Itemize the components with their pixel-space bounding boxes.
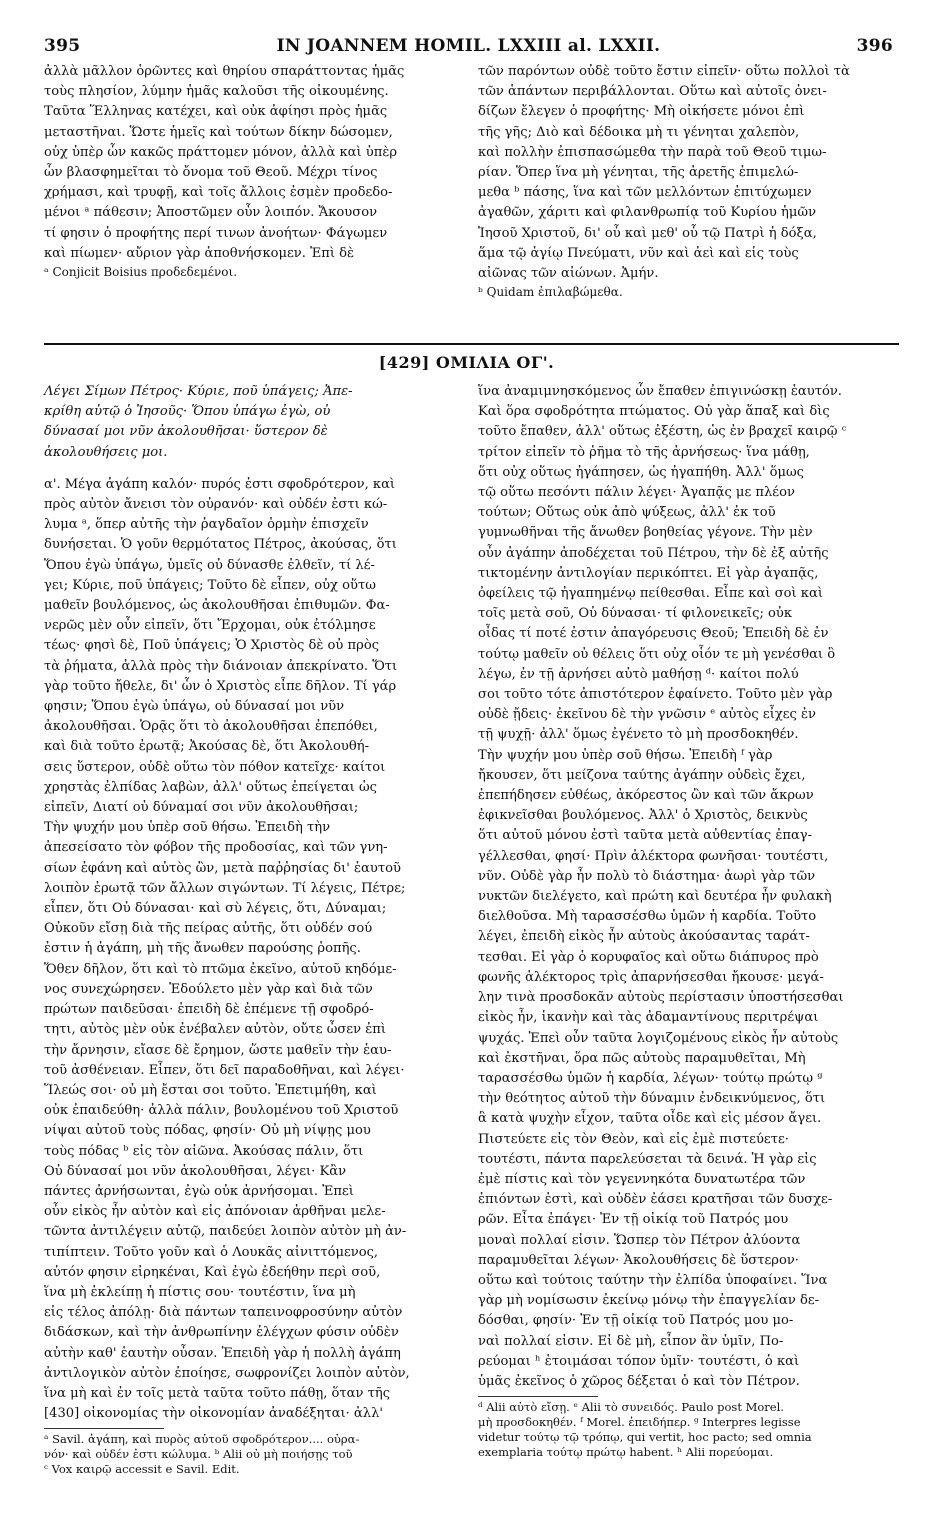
top-left-text bbox=[44, 62, 466, 264]
text-line: νῦν. Οὐδὲ γὰρ ἦν πολὺ τὸ διάστημα· ἀωρὶ γὰρ τῶν bbox=[478, 868, 816, 884]
text-line: νίψαι αὐτοῦ τοὺς πόδας, φησίν· Οὐ μὴ νίψῃς μου bbox=[44, 1123, 371, 1139]
top-right-column bbox=[478, 62, 900, 300]
text-line: οὐδὲ ᾔδεις· ἐκεῖνου δὲ τὴν γνῶσιν ᵉ αὐτὸς εἶχες ἐν bbox=[478, 707, 817, 723]
text-line: ὅτι αὐτοῦ μόνου ἐστὶ ταῦτα μετὰ αὐθεντίας ἐπαγ- bbox=[478, 828, 813, 844]
footnote-separator bbox=[44, 1428, 164, 1429]
text-line: εἶπεν, ὅτι Οὐ δύνασαι· καὶ σὺ λέγεις, ὅτι, Δύναμαι; bbox=[44, 901, 387, 917]
text-line: λυμα ᵃ, ὅπερ αὐτῆς τὴν ῥαγδαῖον ὁρμὴν ἐπισχεῖν bbox=[44, 517, 369, 533]
text-line: οὐκ ἐπαιδεύθη· ἀλλὰ πάλιν, βουλομένου τοῦ Χριστοῦ bbox=[44, 1103, 399, 1119]
text-line: τρίτον εἰπεῖν τὸ ῥῆμα τὸ τῆς ἀρνήσεως· ἵνα μάθῃ, bbox=[478, 444, 810, 460]
text-line: ἵνα μὴ ἐκλείπῃ ἡ πίστις σου· τουτέστιν, ἵνα μὴ bbox=[44, 1284, 356, 1300]
text-line: τιπίπτειν. Τοῦτο γοῦν καὶ ὁ Λουκᾶς αἰνιττόμενος, bbox=[44, 1244, 379, 1260]
text-line: δόσθαι, φησίν· Ἐν τῇ οἰκίᾳ τοῦ Πατρός μου μο- bbox=[478, 1313, 794, 1329]
running-title: IN JOANNEM HOMIL. LXXIII al. LXXII. bbox=[276, 36, 661, 56]
text-line: ἀλλὰ μᾶλλον ὁρῶντες καὶ θηρίου σπαράττοντας ἡμᾶς bbox=[44, 64, 405, 79]
text-line: τῶν ἁπάντων περιβάλλονται. Οὕτω καὶ αὐτοῖς ὀνει- bbox=[478, 84, 827, 100]
text-line: ἀπεσείσατο τὸν φόβον τῆς προδοσίας, καὶ τῶν γνη- bbox=[44, 840, 388, 856]
text-line: νερῶς μὲν οὖν εἰπεῖν, ὅτι Ἔρχομαι, οὐκ ἐτόλμησε bbox=[44, 618, 376, 634]
text-line: [430] οἰκονομίας τὴν οἰκονομίαν ἀναδέξηται· ἀλλ' bbox=[44, 1406, 383, 1422]
text-line: γὰρ μὴ νομίσωσιν ἐκείνῳ μόνῳ τὴν ἐπαγγελίαν δε- bbox=[478, 1293, 820, 1309]
text-line: γὰρ τοῦτο ἤθελε, δι' ὧν ὁ Χριστὸς εἶπε δῆλον. Τί γάρ bbox=[44, 678, 397, 694]
text-line: οὕτω καὶ τούτοις ταύτην τὴν ἐλπίδα ὑποφαίνει. Ἵνα bbox=[478, 1272, 828, 1288]
text-line: πρὸς αὐτὸν ἄνεισι τὸν οὐρανόν· καὶ οὐδέν ἐστι κώ- bbox=[44, 497, 388, 513]
text-line: εἰς τέλος ἀπόλῃ· διὰ πάντων ταπεινοφροσύνην αὐτὸν bbox=[44, 1305, 403, 1321]
text-line: τέως· φησὶ δὲ, Ποῦ ὑπάγεις; Ὁ Χριστὸς δὲ οὐ πρὸς bbox=[44, 638, 380, 654]
text-line: τὴν θεότητος αὐτοῦ τὴν δύναμιν ἐνδεικνύμενος, ὅτι bbox=[478, 1091, 826, 1107]
text-line: ἐφικνεῖσθαι βουλόμενος. Ἀλλ' ὁ Χριστὸς, δεικνὺς bbox=[478, 808, 808, 824]
text-line: Οὐ δύνασαί μοι νῦν ἀκολουθῆσαι, λέγει· Κἂν bbox=[44, 1163, 347, 1179]
text-line: λέγει, ἐπειδὴ εἰκὸς ἦν αὐτοὺς ἀκούσαντας ταράτ- bbox=[478, 929, 810, 945]
text-line: τῷ οὕτω πεσόντι πάλιν λέγει· Ἀγαπᾷς με πλέον bbox=[478, 485, 795, 501]
footnote-line: videtur τούτῳ τῷ τρόπῳ, qui vertit, hoc pacto; sed omnia bbox=[478, 1430, 812, 1445]
text-line: ἀντιλογικὸν αὐτὸν ἐποίησε, σωφρονίζει λοιπὸν αὐτὸν, bbox=[44, 1365, 410, 1381]
text-line: ἤκουσεν, ὅτι μείζονα ταύτης ἀγάπην οὐδεὶς ἔχει, bbox=[478, 767, 806, 783]
text-line: καὶ πολλὴν ἐπισπασώμεθα τὴν παρὰ τοῦ Θεοῦ τιμω- bbox=[478, 144, 827, 160]
text-line: ρεύομαι ʰ ἑτοιμάσαι τόπον ὑμῖν· τουτέστι, ὁ καὶ bbox=[478, 1353, 800, 1369]
text-line: ἀκολουθῆσαι. Ὁρᾷς ὅτι τὸ ἀκολουθῆσαι ἐπεπόθει, bbox=[44, 719, 378, 735]
text-line: χρηστὰς ἐλπίδας λαβὼν, ἀλλ' οὕτως ἐπείγεται ὡς bbox=[44, 779, 377, 795]
text-line: γέλλεσθαι, φησί· Πρὶν ἀλέκτορα φωνῆσαι· τουτέστι, bbox=[478, 848, 829, 864]
footnote-line: νόν· καὶ οὐδέν ἐστι κώλυμα. ᵇ Alii οὐ μὴ ποιήσῃς τοῦ bbox=[44, 1447, 353, 1462]
homily-title: [429] ΟΜΙΛΙΑ ΟΓ'. bbox=[378, 353, 555, 372]
text-line: εἰκὸς ἦν, ἱκανὴν καὶ τὰς ἀδαμαντίνους περιτρέψαι bbox=[478, 1010, 819, 1026]
text-line: δυνήσεται. Ὁ γοῦν θερμότατος Πέτρος, ἀκούσας, ὅτι bbox=[44, 537, 397, 553]
text-line: ἀγαθῶν, χάριτι καὶ φιλανθρωπίᾳ τοῦ Κυρίου ἡμῶν bbox=[478, 205, 817, 221]
running-header bbox=[44, 34, 893, 58]
text-line: Ταῦτα Ἕλληνας κατέχει, καὶ οὐκ ἀφίησι πρὸς ἡμᾶς bbox=[44, 104, 388, 120]
text-line: αὐτὴν καθ' ἑαυτὴν οὖσαν. Ἐπειδὴ γὰρ ἡ πολλὴ ἀγάπη bbox=[44, 1345, 401, 1361]
lemma-line: Λέγει Σίμων Πέτρος· Κύριε, ποῦ ὑπάγεις; Ἀπε- bbox=[44, 384, 353, 399]
text-line: ἐμὲ πίστις καὶ τὸν γεγεννηκότα δυνατωτέρα τῶν bbox=[478, 1171, 806, 1187]
footnote: ᵃ Conjicit Boisius προδεδεμένοι. bbox=[44, 265, 238, 280]
text-line: τοῦ ἀσθένειαν. Εἶπεν, ὅτι δεῖ παραδοθῆναι, καὶ λέγει· bbox=[44, 1062, 405, 1078]
text-line: τῶν παρόντων οὐδὲ τοῦτο ἔστιν εἰπεῖν· οὕτω πολλοὶ τὰ bbox=[478, 64, 850, 79]
text-line: λέγω, ἐν τῇ ἀρνήσει αὐτὸ μαθήσῃ ᵈ· καίτοι πολύ bbox=[478, 666, 799, 682]
text-line: Πιστεύετε εἰς τὸν Θεὸν, καὶ εἰς ἐμὲ πιστεύετε· bbox=[478, 1131, 789, 1147]
text-line: τοῦτο ἔπαθεν, ἀλλ' οὕτως ἐξέστη, ὡς ἐν βραχεῖ καιρῷ ᶜ bbox=[478, 424, 847, 440]
text-line: μοναὶ πολλαί εἰσιν. Ὥσπερ τὸν Πέτρον ἀλύοντα bbox=[478, 1232, 801, 1248]
text-line: νυκτῶν διελέγετο, καὶ πρώτη καὶ δευτέρα ἦν φυλακὴ bbox=[478, 889, 832, 905]
text-line: καὶ ἐκστῆναι, ὅρα πῶς αὐτοὺς παραμυθεῖται, Μὴ bbox=[478, 1050, 806, 1066]
text-line: γυμνωθῆναι τῆς ἄνωθεν βοηθείας γέγονε. Τὴν μὲν bbox=[478, 525, 813, 541]
text-line: Καὶ ὅρα σφοδρότητα πτώματος. Οὐ γὰρ ἅπαξ καὶ δὶς bbox=[478, 404, 830, 420]
text-line: Ἵλεώς σοι· οὐ μὴ ἔσται σοι τοῦτο. Ἐπετιμήθη, καὶ bbox=[44, 1082, 377, 1098]
text-line: Ὅπου ἐγὼ ὑπάγω, ὑμεῖς οὐ δύνασθε ἐλθεῖν, τί λέ- bbox=[44, 557, 375, 573]
lower-right-text bbox=[478, 382, 900, 1392]
text-line: τῆς γῆς; Διὸ καὶ δέδοικα μὴ τι γένηται χαλεπὸν, bbox=[478, 124, 800, 140]
text-line: τουτέστι, πάντα παρελεύσεται τὰ δεινά. Ἡ γὰρ εἰς bbox=[478, 1151, 817, 1167]
text-line: τί φησιν ὁ προφήτης περί τινων ἀνοήτων· Φάγωμεν bbox=[44, 225, 388, 241]
footnote-line: μὴ προσδοκηθέν. ᶠ Morel. ἐπειδήπερ. ᵍ Interpres legisse bbox=[478, 1415, 801, 1430]
text-line: αὐτόν φησιν εἰρηκέναι, Καὶ ἐγὼ ἐδεήθην περὶ σοῦ, bbox=[44, 1264, 381, 1280]
text-line: τεσθαι. Εἰ γὰρ ὁ κορυφαῖος καὶ οὕτω διάπυρος πρὸ bbox=[478, 949, 819, 965]
text-line: τὰ ῥήματα, ἀλλὰ πρὸς τὴν διάνοιαν ἀπεκρίνατο. Ὅτι bbox=[44, 658, 398, 674]
text-line: Οὐκοῦν εἴσῃ διὰ τῆς πείρας αὐτῆς, ὅτι οὐδέν σού bbox=[44, 921, 373, 937]
text-line: Ὅθεν δῆλον, ὅτι καὶ τὸ πτῶμα ἐκεῖνο, αὐτοῦ κηδόμε- bbox=[44, 961, 397, 977]
text-line: καὶ πίωμεν· αὔριον γὰρ ἀποθνήσκομεν. Ἐπὶ δὲ bbox=[44, 245, 355, 261]
text-line: τῶντα ἀντιλέγειν αὐτῷ, παιδεύει λοιπὸν αὐτὸν μὴ ἀν- bbox=[44, 1224, 407, 1240]
text-line: ἵνα μὴ καὶ ἐν τοῖς μετὰ ταῦτα τοῦτο πάθῃ, ὅταν τῆς bbox=[44, 1385, 391, 1401]
text-line: αἰῶνας τῶν αἰώνων. Ἀμήν. bbox=[478, 266, 659, 282]
footnotes bbox=[478, 1400, 900, 1460]
lower-left-text bbox=[44, 475, 466, 1425]
text-line: οὖν ἀγάπην ἀποδέχεται τοῦ Πέτρου, τὴν δὲ ἐξ αὐτῆς bbox=[478, 545, 829, 561]
text-line: ναὶ πολλαί εἰσιν. Εἰ δὲ μὴ, εἶπον ἂν ὑμῖν, Πο- bbox=[478, 1333, 784, 1349]
text-line: λοιπὸν ἐρωτᾷ τῶν ἄλλων σιγώντων. Τί λέγεις, Πέτρε; bbox=[44, 880, 406, 896]
lemma-line: δύνασαί μοι νῦν ἀκολουθῆσαι· ὕστερον δὲ bbox=[44, 424, 328, 440]
text-line: ἅμα τῷ ἁγίῳ Πνεύματι, νῦν καὶ ἀεὶ καὶ εἰς τοὺς bbox=[478, 245, 799, 261]
text-line: ταρασσέσθω ὑμῶν ἡ καρδία, λέγων· τούτῳ πρώτῳ ᵍ bbox=[478, 1070, 823, 1086]
text-line: διελθοῦσα. Μὴ ταρασσέσθω ὑμῶν ἡ καρδία. Τοῦτο bbox=[478, 909, 817, 925]
text-line: ἵνα ἀναμιμνησκόμενος ὧν ἔπαθεν ἐπιγινώσκῃ ἑαυτόν. bbox=[478, 384, 842, 399]
page-number-left: 395 bbox=[44, 36, 81, 56]
footnote-line: ᵈ Alii αὐτὸ εἴσῃ. ᵉ Alii τὸ συνειδός. Paulo post Morel. bbox=[478, 1400, 784, 1415]
text-line: οὖν εἰκὸς ἦν αὐτὸν καὶ εἰς ἀπόνοιαν ἀρθῆναι μελε- bbox=[44, 1204, 386, 1220]
top-right-text bbox=[478, 62, 900, 284]
lemma-line: κρίθη αὐτῷ ὁ Ἰησοῦς· Ὅπου ὑπάγω ἐγὼ, οὐ bbox=[44, 404, 331, 420]
text-line: μεταστῆναι. Ὥστε ἡμεῖς καὶ τούτων δίκην δώσομεν, bbox=[44, 124, 393, 140]
text-line: Τὴν ψυχήν μου ὑπὲρ σοῦ θήσω. Ἐπειδὴ τὴν bbox=[44, 820, 331, 836]
footnote-line: exemplaria τούτῳ πρώτῳ habent. ʰ Alii πορεύομαι. bbox=[478, 1445, 774, 1460]
text-line: τῇ ψυχῇ· ἀλλ' ὅμως ἐγένετο τὸ μὴ προσδοκηθέν. bbox=[478, 727, 799, 743]
text-line: ἐστιν ἡ ἀγάπη, μὴ τῆς ἄνωθεν παρούσης ῥοπῆς. bbox=[44, 941, 361, 957]
text-line: τούτῳ μαθεῖν οὐ θέλεις ὅτι οὐχ οἷόν τε μὴ γενέσθαι ὃ bbox=[478, 646, 836, 662]
text-line: ἐπεπήδησεν εὐθέως, ἀκόρεστος ὢν καὶ τῶν ἄκρων bbox=[478, 788, 814, 804]
text-line: μαθεῖν βουλόμενος, ὡς ἀκολουθῆσαι ἐπιθυμῶν. Φα- bbox=[44, 598, 390, 614]
section-rule bbox=[44, 343, 899, 345]
text-line: πάντες ἀρνήσωνται, ἐγὼ οὐκ ἀρνήσομαι. Ἐπεὶ bbox=[44, 1183, 354, 1199]
footnote: ᵇ Quidam ἐπιλαβώμεθα. bbox=[478, 285, 623, 300]
text-line: ὑμᾶς ἐκεῖνος ὁ χῶρος δέξεται ὁ καὶ τὸν Πέτρον. bbox=[478, 1373, 800, 1389]
text-line: εἰπεῖν, Διατί οὐ δύναμαί σοι νῦν ἀκολουθῆσαι; bbox=[44, 800, 359, 816]
text-line: πρώτων παιδεῦσαι· ἐπειδὴ δὲ ἐπέμενε τῇ σφοδρό- bbox=[44, 1002, 374, 1018]
text-line: ρίαν. Ὅπερ ἵνα μὴ γένηται, τῆς ἀρετῆς ἐπιμελώ- bbox=[478, 165, 799, 181]
top-left-column bbox=[44, 62, 466, 280]
text-line: μεθα ᵇ πάσης, ἵνα καὶ τῶν μελλόντων ἐπιτύχωμεν bbox=[478, 185, 812, 201]
text-line: φησιν; Ὅπου ἐγὼ ὑπάγω, οὐ δύνασαί μοι νῦν bbox=[44, 699, 345, 715]
text-line: ὧν βλασφημεῖται τὸ ὄνομα τοῦ Θεοῦ. Μέχρι τίνος bbox=[44, 165, 378, 181]
text-line: διδάσκων, καὶ τὴν ἀνθρωπίνην ἐλέγχων φύσιν οὐδὲν bbox=[44, 1325, 399, 1341]
text-line: φωνῆς ἀλέκτορος τρὶς ἀπαρνήσεσθαι ἤκουσε· μεγά- bbox=[478, 969, 824, 985]
lower-right-column bbox=[478, 382, 900, 1460]
text-line: τοὺς πλησίον, λύμην ἡμᾶς καλοῦσι τῆς οἰκουμένης. bbox=[44, 84, 389, 100]
text-line: οἶδας τί ποτέ ἐστιν ἀπαγόρευσις Θεοῦ; Ἐπειδὴ δὲ ἐν bbox=[478, 626, 829, 642]
text-line: τικτομένην ἀντιλογίαν περικόπτει. Εἰ γὰρ ἀγαπᾷς, bbox=[478, 565, 819, 581]
text-line: σοι τοῦτο τότε ἀπιστότερον ἐφαίνετο. Τοῦτο μὲν γὰρ bbox=[478, 687, 833, 703]
text-line: νος συνεχώρησεν. Ἐδούλετο μὲν γὰρ καὶ διὰ τῶν bbox=[44, 981, 373, 997]
text-line: ρῶν. Εἶτα ἐπάγει· Ἐν τῇ οἰκίᾳ τοῦ Πατρός μου bbox=[478, 1212, 789, 1228]
text-line: σίων ἐφάνη καὶ αὐτὸς ὢν, μετὰ παῤῥησίας δι' ἑαυτοῦ bbox=[44, 860, 401, 876]
text-line: α'. Μέγα ἀγάπη καλόν· πυρός ἐστι σφοδρότερον, καὶ bbox=[44, 476, 396, 492]
footnote-line: ᶜ Vox καιρῷ accessit e Savil. Edit. bbox=[44, 1462, 240, 1477]
text-line: τὴν ἄρνησιν, εἴασε δὲ ἔρημον, ὥστε μαθεῖν τὴν ἑαυ- bbox=[44, 1042, 392, 1058]
text-line: σεις ὕστερον, οὐδὲ οὕτω τὸν πόθον κατεῖχε· καίτοι bbox=[44, 759, 386, 775]
text-line: χρήμασι, καὶ τρυφῇ, καὶ τοῖς ἄλλοις ἐσμὲν προδεδο- bbox=[44, 185, 393, 201]
text-line: τητι, αὐτὸς μὲν οὐκ ἐνέβαλεν αὐτὸν, οὔτε ὦσεν ἐπὶ bbox=[44, 1022, 386, 1038]
page-number-right: 396 bbox=[856, 36, 893, 56]
text-line: λην τινὰ προσδοκᾶν αὐτοὺς περίστασιν ὑποστήσεσθαι bbox=[478, 990, 844, 1006]
text-line: γει; Κύριε, ποῦ ὑπάγεις; Τοῦτο δὲ εἶπεν, οὐχ οὕτω bbox=[44, 577, 376, 593]
lemma bbox=[44, 382, 466, 463]
text-line: τοῖς μετὰ σοῦ, Οὐ δύνασαι· τί φιλονεικεῖς; οὐκ bbox=[478, 606, 793, 622]
text-line: Ἰησοῦ Χριστοῦ, δι' οὗ καὶ μεθ' οὗ τῷ Πατρὶ ἡ δόξα, bbox=[478, 225, 817, 241]
text-line: ψυχάς. Ἐπεὶ οὖν ταῦτα λογιζομένους εἰκὸς ἦν αὐτοὺς bbox=[478, 1030, 839, 1046]
text-line: ὅτι οὐχ οὕτως ἠγάπησεν, ὡς ἠγαπήθη. Ἀλλ' ὅμως bbox=[478, 464, 804, 480]
text-line: ἐπιόντων ἐστὶ, καὶ οὐδὲν ἐάσει κρατῆσαι τῶν δυσχε- bbox=[478, 1192, 833, 1208]
footnotes bbox=[44, 1432, 466, 1477]
text-line: μένοι ᵃ πάθεσιν; Ἀποστῶμεν οὖν λοιπόν. Ἄκουσον bbox=[44, 205, 378, 221]
footnote-separator bbox=[478, 1396, 598, 1397]
text-line: τοὺς πόδας ᵇ εἰς τὸν αἰῶνα. Ἀκούσας πάλιν, ὅτι bbox=[44, 1143, 364, 1159]
text-line: ἃ κατὰ ψυχὴν εἶχον, ταῦτα οἶδε καὶ εἰς μέσον ἄγει. bbox=[478, 1111, 822, 1127]
footnote-line: ᵃ Savil. ἀγάπη, καὶ πυρὸς αὐτοῦ σφοδρότερον.... οὐρα- bbox=[44, 1432, 360, 1447]
text-line: παραμυθεῖται λέγων· Ἀκολουθήσεις δὲ ὕστερον· bbox=[478, 1252, 799, 1268]
text-line: οὐχ ὑπὲρ ὧν κακῶς πράττομεν μόνον, ἀλλὰ καὶ ὑπὲρ bbox=[44, 144, 398, 160]
lower-left-column bbox=[44, 382, 466, 1477]
text-line: Τὴν ψυχήν μου ὑπὲρ σοῦ θήσω. Ἐπειδὴ ᶠ γὰρ bbox=[478, 747, 773, 763]
lemma-line: ἀκολουθήσεις μοι. bbox=[44, 444, 168, 460]
text-line: δίζων ἔλεγεν ὁ προφήτης· Μὴ οἰκήσετε μόνοι ἐπὶ bbox=[478, 104, 805, 120]
text-line: τούτων; Οὕτως οὐκ ἀπὸ ψύξεως, ἀλλ' ἐκ τοῦ bbox=[478, 505, 776, 521]
text-line: ὀφείλεις τῷ ἠγαπημένῳ πείθεσθαι. Εἶπε καὶ σοὶ καὶ bbox=[478, 586, 823, 602]
text-line: καὶ διὰ τοῦτο ἐρωτᾷ; Ἀκούσας δὲ, ὅτι Ἀκολουθή- bbox=[44, 739, 370, 755]
